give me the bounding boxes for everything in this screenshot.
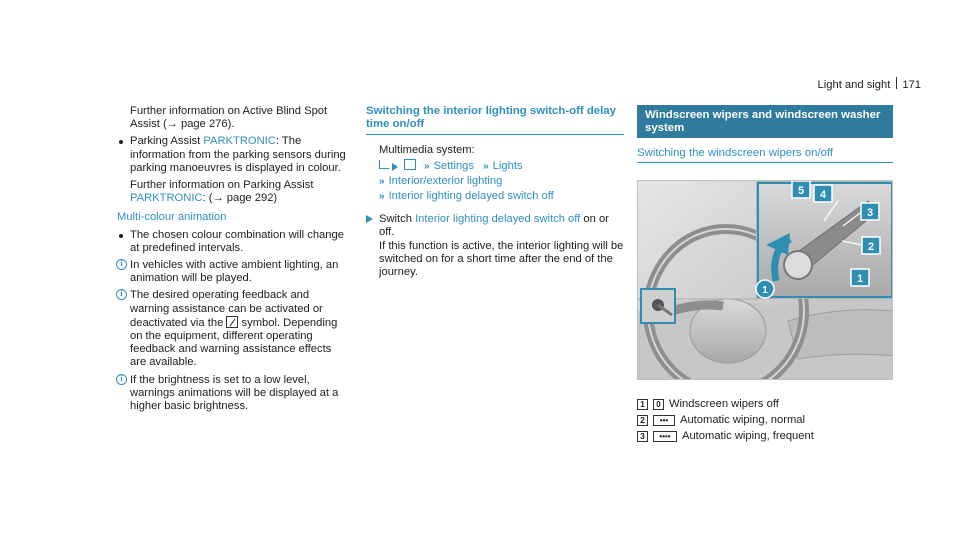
legend-text: Automatic wiping, frequent	[682, 430, 814, 443]
photo-label-4: 4	[819, 189, 827, 202]
note-text: symbol. Depending on the equipment, different operating feedback and warning assistance effects are available.	[130, 316, 338, 369]
menu-path-row-1	[379, 159, 624, 174]
action-step	[366, 213, 624, 279]
bullet-text: Parking Assist	[130, 135, 204, 148]
page-header	[818, 77, 921, 92]
legend-row	[637, 413, 893, 427]
column-right	[637, 105, 893, 445]
info-icon: i	[116, 289, 127, 300]
note-text: If the brightness is set to a low level, warnings animations will be displayed at a higher basic brightness.	[130, 373, 339, 413]
note-feedback	[117, 289, 349, 369]
legend-text: Automatic wiping, normal	[680, 414, 805, 427]
header-divider	[896, 77, 897, 89]
blind-spot-info: Further information on Active Blind Spot Assist (→ page 276).	[130, 105, 328, 131]
wiper-illustration	[638, 181, 893, 380]
wiper-normal-icon: •••	[653, 415, 675, 426]
pencil-icon	[226, 316, 238, 328]
menu-path-row-3	[379, 189, 624, 204]
photo-label-3: 3	[866, 207, 874, 220]
wiper-off-icon: 0	[653, 399, 664, 410]
legend-number: 3	[637, 431, 648, 442]
delay-section-title: Switching the interior lighting switch-off delay time on/off	[366, 105, 624, 135]
legend-number: 1	[637, 399, 648, 410]
menu-delayed-switch-off[interactable]: Interior lighting delayed switch off	[388, 190, 554, 203]
info-icon: i	[116, 259, 127, 270]
delayed-switch-off-option[interactable]: Interior lighting delayed switch off	[415, 213, 581, 226]
note-text: In vehicles with active ambient lighting, an animation will be played.	[130, 259, 339, 285]
curved-arrow-icon	[379, 160, 389, 169]
wiper-frequent-icon: ••••	[653, 431, 677, 442]
info-icon: i	[116, 374, 127, 385]
bullet-parktronic	[117, 135, 349, 205]
page-ref: : (→ page 292)	[202, 192, 278, 205]
photo-label-5: 5	[797, 185, 805, 198]
menu-settings[interactable]: Settings	[433, 160, 474, 173]
menu-lights[interactable]: Lights	[492, 160, 523, 173]
further-text: Further information on Parking Assist	[130, 179, 314, 192]
page-number: 171	[902, 79, 921, 91]
photo-label-2: 2	[867, 241, 875, 254]
system-label: Multimedia system:	[379, 144, 475, 156]
chevron-icon: »	[379, 191, 385, 203]
menu-interior-exterior[interactable]: Interior/exterior lighting	[388, 175, 503, 188]
legend-row	[637, 429, 893, 443]
photo-label-1: 1	[856, 273, 864, 286]
note-text: The desired operating feedback and warning assistance can be activated or deactivated via the	[130, 289, 323, 329]
parktronic-link[interactable]: PARKTRONIC	[203, 135, 276, 148]
multi-colour-heading: Multi-colour animation	[117, 211, 227, 224]
chevron-icon: »	[483, 161, 489, 173]
note-ambient	[117, 259, 349, 285]
action-detail: If this function is active, the interior lighting will be switched on for a short time after the end of the journey.	[379, 239, 624, 279]
bullet-text: : The information from the parking sensors during parking manoeuvres is displayed in colour.	[130, 135, 346, 174]
action-text: Switch	[379, 213, 416, 226]
home-icon[interactable]	[404, 159, 416, 170]
column-left	[117, 105, 349, 417]
arrow-tip-icon	[392, 163, 398, 171]
wipers-section-bar: Windscreen wipers and windscreen washer system	[637, 105, 893, 138]
legend-row	[637, 397, 893, 411]
menu-path-row-2	[379, 174, 624, 189]
chevron-icon: »	[424, 161, 430, 173]
wiper-lever-photo	[637, 180, 893, 380]
section-label: Light and sight	[817, 79, 891, 91]
legend-text: Windscreen wipers off	[669, 398, 779, 411]
note-brightness	[117, 374, 349, 414]
legend-number: 2	[637, 415, 648, 426]
parktronic-link-2[interactable]: PARKTRONIC	[130, 192, 203, 205]
bullet-colour-change: The chosen colour combination will change at predefined intervals.	[117, 229, 349, 255]
chevron-icon: »	[379, 176, 385, 188]
wipers-subtitle: Switching the windscreen wipers on/off	[637, 147, 893, 163]
legend	[637, 397, 893, 443]
column-middle	[366, 105, 624, 279]
action-text: on or off.	[379, 213, 609, 239]
parking-further-info	[130, 179, 349, 205]
photo-label-1-circle: 1	[762, 285, 768, 297]
